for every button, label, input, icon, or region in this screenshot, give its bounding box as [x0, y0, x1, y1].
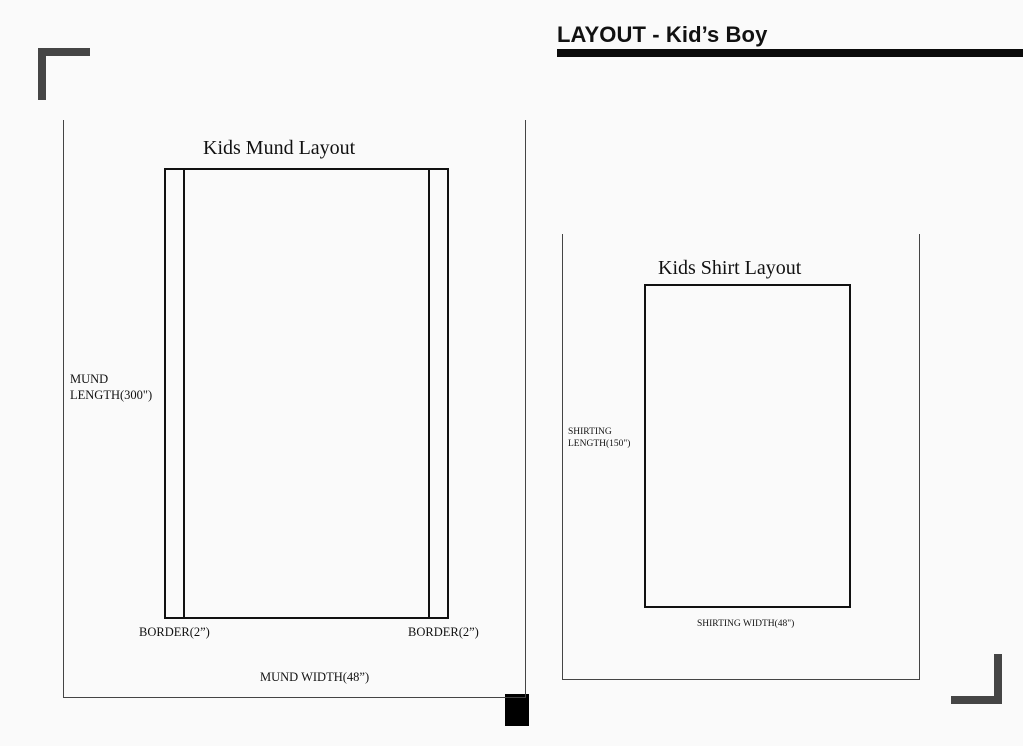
- mund-right-border-strip: [428, 170, 447, 617]
- shirt-panel-frame-left: [562, 234, 563, 680]
- black-marker-square: [505, 694, 529, 726]
- shirting-width-label: SHIRTING WIDTH(48"): [697, 619, 795, 629]
- top-left-corner-bracket-top: [38, 48, 90, 56]
- mund-length-label-line1: MUND: [70, 372, 109, 386]
- mund-layout-title: Kids Mund Layout: [203, 137, 356, 159]
- shirting-length-label: [568, 426, 630, 450]
- mund-length-label: [70, 371, 152, 403]
- mund-width-label: MUND WIDTH(48”): [260, 670, 370, 684]
- shirt-fabric-rectangle: [644, 284, 851, 608]
- mund-left-border-label: BORDER(2”): [139, 625, 210, 639]
- mund-fabric-rectangle: [164, 168, 449, 619]
- shirting-length-label-line2: LENGTH(150"): [568, 439, 631, 449]
- mund-left-border-strip: [166, 170, 185, 617]
- mund-right-border-label: BORDER(2”): [408, 625, 479, 639]
- mund-panel-frame-left: [63, 120, 64, 698]
- mund-panel-frame-bottom: [63, 697, 526, 698]
- title-underline-bar: [557, 49, 1023, 57]
- page-title: LAYOUT - Kid’s Boy: [557, 22, 768, 47]
- shirt-layout-title: Kids Shirt Layout: [658, 257, 802, 279]
- shirt-panel-frame-bottom: [562, 679, 920, 680]
- mund-panel-frame-right: [525, 120, 526, 698]
- mund-length-label-line2: LENGTH(300"): [70, 388, 153, 402]
- shirting-length-label-line1: SHIRTING: [568, 427, 612, 437]
- shirt-panel-frame-right: [919, 234, 920, 680]
- bottom-right-corner-bracket-bottom: [951, 696, 1002, 704]
